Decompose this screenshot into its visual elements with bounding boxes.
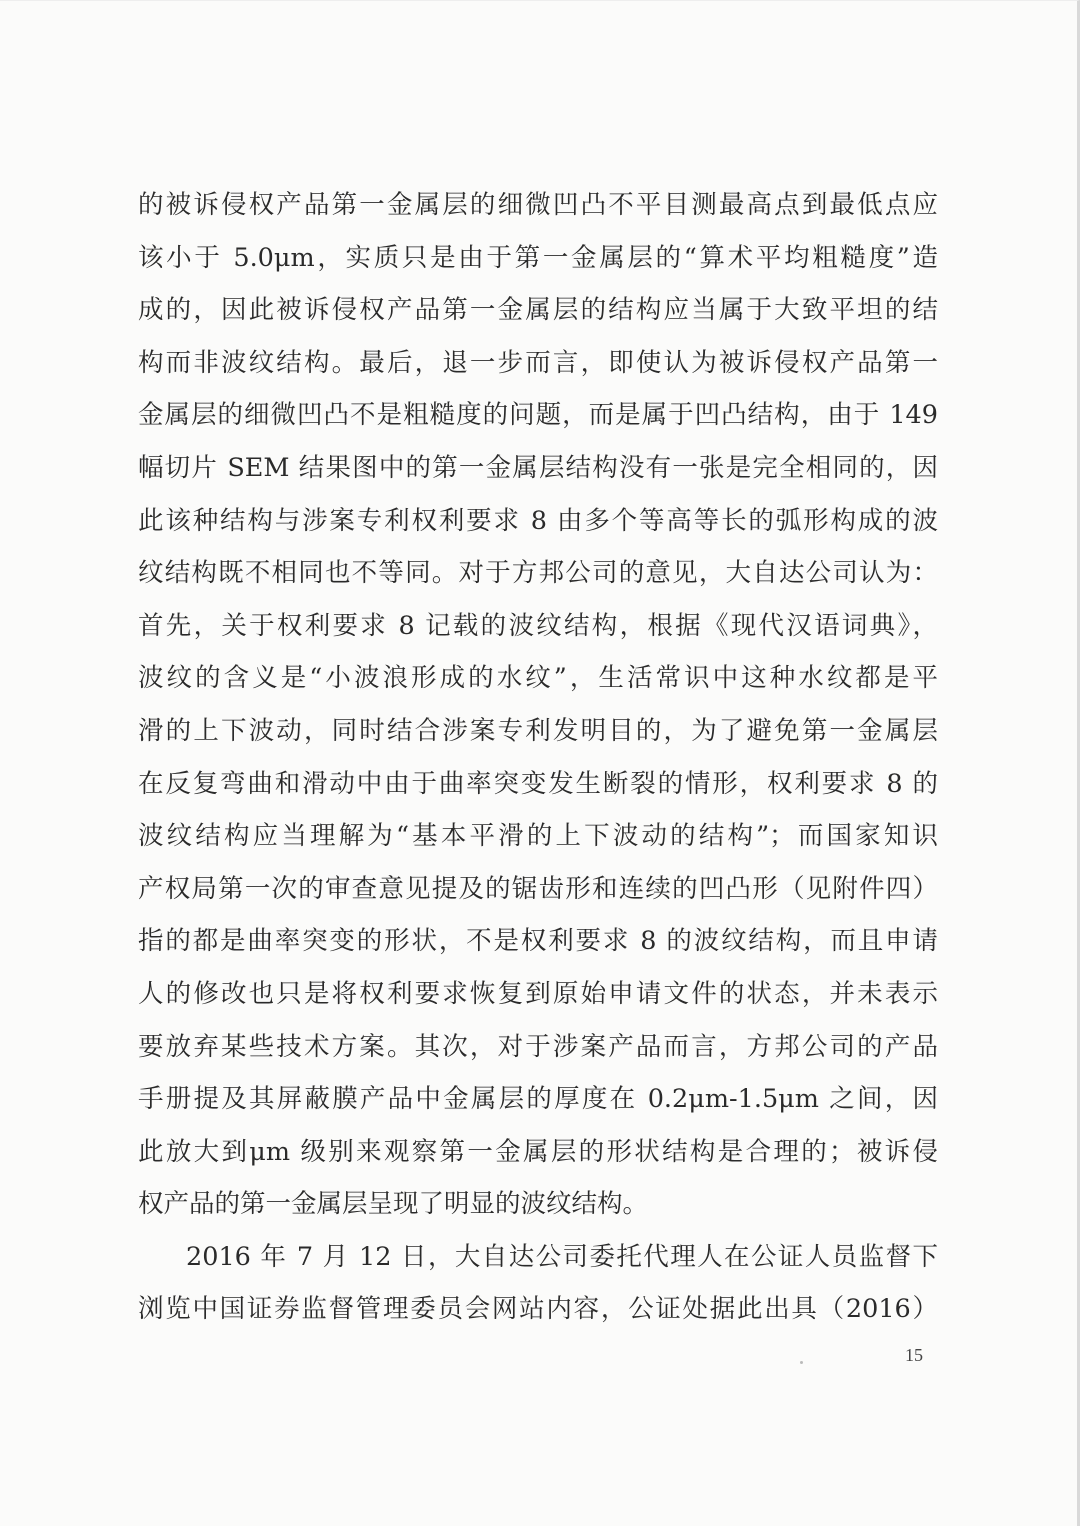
- text-line: 浏览中国证券监督管理委员会网站内容，公证处据此出具（2016）: [138, 1294, 938, 1325]
- text-line: 手册提及其屏蔽膜产品中金属层的厚度在 0.2μm-1.5μm 之间，因: [138, 1084, 938, 1115]
- paragraph-1: [138, 179, 938, 1231]
- text-line: 指的都是曲率突变的形状，不是权利要求 8 的波纹结构，而且申请: [138, 926, 938, 957]
- scan-speck: [800, 1361, 803, 1364]
- text-line: 金属层的细微凹凸不是粗糙度的问题，而是属于凹凸结构，由于 149: [138, 400, 938, 431]
- text-line: 幅切片 SEM 结果图中的第一金属层结构没有一张是完全相同的，因: [138, 452, 938, 483]
- text-line: 要放弃某些技术方案。其次，对于涉案产品而言，方邦公司的产品: [138, 1031, 938, 1062]
- text-line: 此该种结构与涉案专利权利要求 8 由多个等高等长的弧形构成的波: [138, 505, 938, 536]
- text-line: 人的修改也只是将权利要求恢复到原始申请文件的状态，并未表示: [138, 978, 938, 1009]
- text-line: 滑的上下波动，同时结合涉案专利发明目的，为了避免第一金属层: [138, 715, 938, 746]
- text-line: 产权局第一次的审查意见提及的锯齿形和连续的凹凸形（见附件四）: [138, 873, 938, 904]
- text-line: 2016 年 7 月 12 日，大自达公司委托代理人在公证人员监督下: [186, 1241, 938, 1272]
- paragraph-2: [138, 1231, 938, 1336]
- text-line: 在反复弯曲和滑动中由于曲率突变发生断裂的情形，权利要求 8 的: [138, 768, 938, 799]
- text-line: 首先，关于权利要求 8 记载的波纹结构，根据《现代汉语词典》，: [138, 610, 938, 641]
- text-line: 波纹结构应当理解为“基本平滑的上下波动的结构”；而国家知识: [138, 821, 938, 852]
- body-text: [138, 179, 938, 1336]
- page-number: 15: [905, 1345, 923, 1365]
- text-line: 波纹的含义是“小波浪形成的水纹”，生活常识中这种水纹都是平: [138, 663, 938, 694]
- text-line: 权产品的第一金属层呈现了明显的波纹结构。: [138, 1189, 649, 1220]
- text-line: 纹结构既不相同也不等同。对于方邦公司的意见，大自达公司认为：: [138, 558, 938, 589]
- text-line: 的被诉侵权产品第一金属层的细微凹凸不平目测最高点到最低点应: [138, 190, 938, 220]
- text-line: 此放大到μm 级别来观察第一金属层的形状结构是合理的；被诉侵: [138, 1136, 938, 1167]
- text-line: 该小于 5.0μm，实质只是由于第一金属层的“算术平均粗糙度”造: [138, 242, 938, 273]
- text-line: 构而非波纹结构。最后，退一步而言，即使认为被诉侵权产品第一: [138, 347, 938, 378]
- text-line: 成的，因此被诉侵权产品第一金属层的结构应当属于大致平坦的结: [138, 295, 938, 326]
